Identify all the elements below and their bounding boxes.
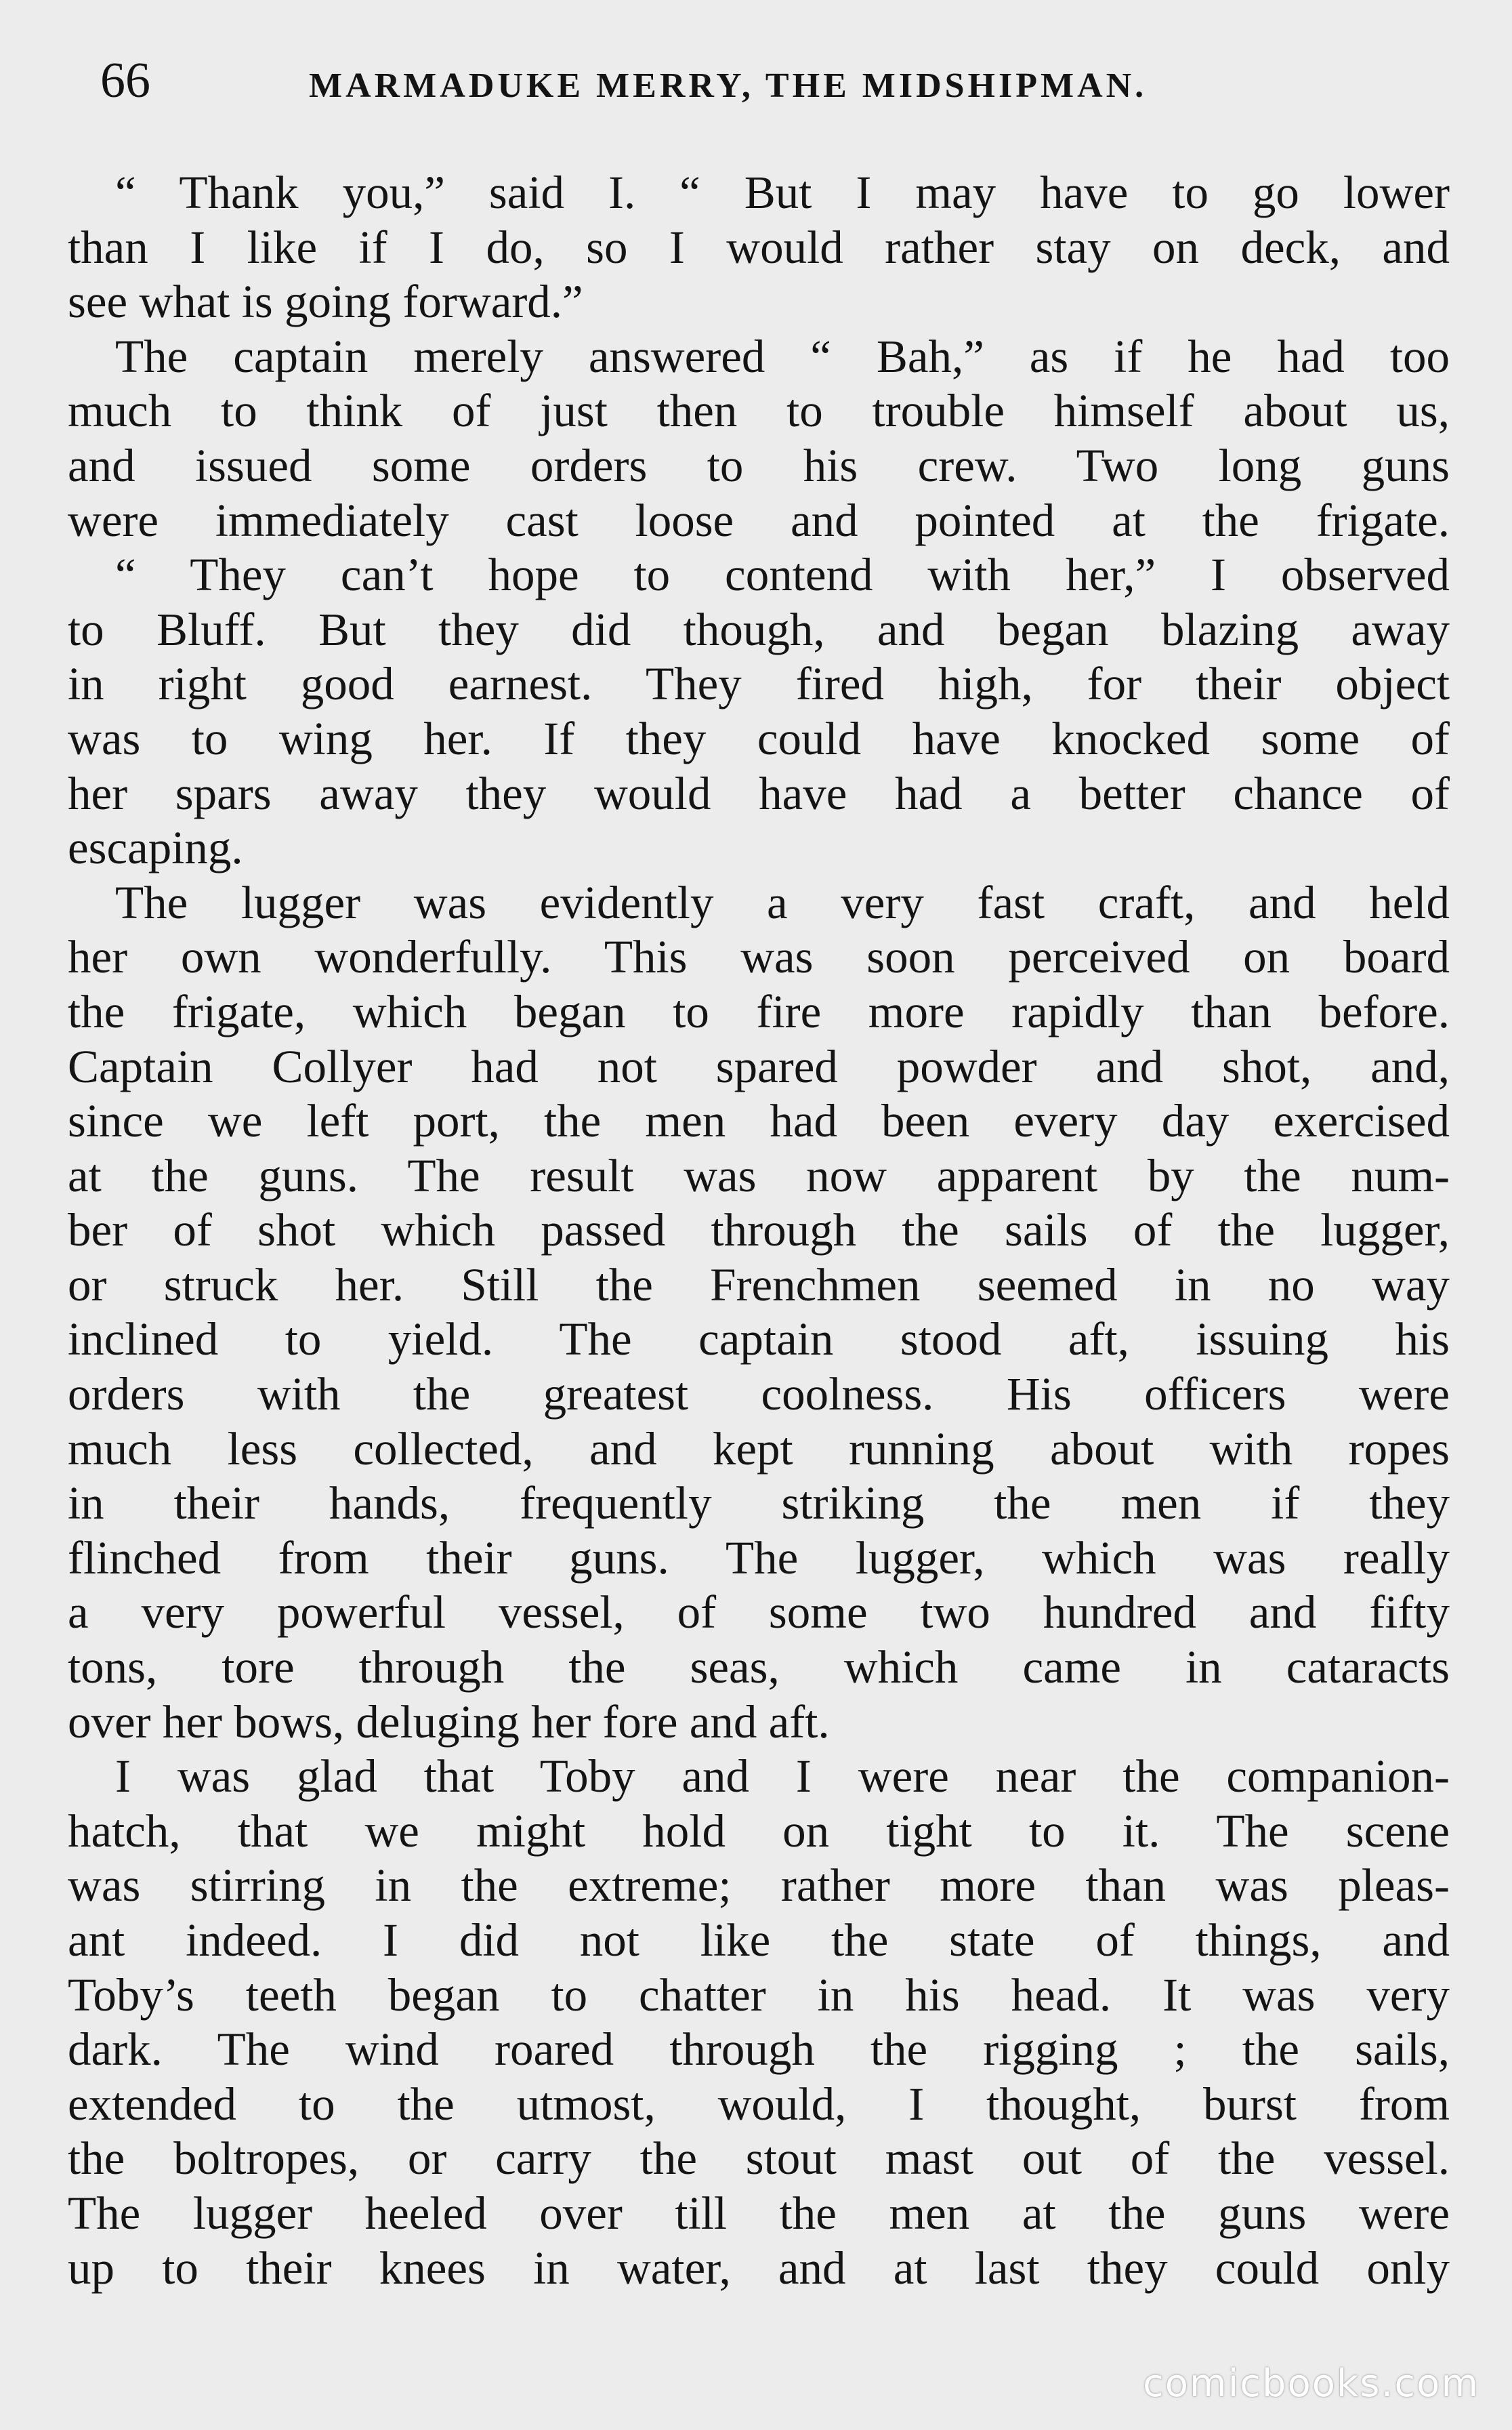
text-line: over her bows, deluging her fore and aft. (68, 1695, 830, 1748)
text-line: a very powerful vessel, of some two hundred and fifty (68, 1586, 1450, 1639)
text-line: see what is going forward.” (68, 276, 583, 328)
page-header (100, 43, 1448, 118)
text-line: Toby’s teeth began to chatter in his head. It was very (68, 1969, 1450, 2021)
text-line: her spars away they would have had a better chance of (68, 767, 1450, 819)
text-line: extended to the utmost, would, I thought, burst from (68, 2078, 1450, 2130)
text-line: ber of shot which passed through the sails of the lugger, (68, 1204, 1450, 1256)
text-line: orders with the greatest coolness. His officers were (68, 1368, 1450, 1420)
page-number: 66 (100, 53, 150, 108)
text-line: was stirring in the extreme; rather more than was pleas- (68, 1859, 1450, 1912)
running-title: MARMADUKE MERRY, THE MIDSHIPMAN. (309, 66, 1148, 105)
text-line: than I like if I do, so I would rather stay on deck, and (68, 221, 1450, 273)
text-line: The captain merely answered “ Bah,” as if he had too (115, 330, 1450, 382)
text-line: the frigate, which began to fire more rapidly than before. (68, 985, 1450, 1037)
text-line: and issued some orders to his crew. Two long guns (68, 439, 1450, 491)
text-line: ant indeed. I did not like the state of things, and (68, 1914, 1450, 1966)
text-line: her own wonderfully. This was soon perceived on board (68, 931, 1450, 983)
text-line: The lugger was evidently a very fast craft, and held (115, 876, 1450, 928)
text-line: to Bluff. But they did though, and began blazing away (68, 603, 1450, 655)
text-line: escaping. (68, 822, 243, 874)
text-line: or struck her. Still the Frenchmen seemed in no way (68, 1258, 1450, 1311)
text-line: Captain Collyer had not spared powder and shot, and, (68, 1040, 1450, 1092)
text-line: “ They can’t hope to contend with her,” I observed (115, 549, 1450, 601)
text-line: the boltropes, or carry the stout mast out of the vessel. (68, 2133, 1450, 2185)
watermark: comicbooks.com (1142, 2362, 1479, 2406)
text-line: was to wing her. If they could have knocked some of (68, 712, 1450, 764)
text-line: much less collected, and kept running about with ropes (68, 1422, 1450, 1475)
text-line: inclined to yield. The captain stood aft, issuing his (68, 1313, 1450, 1365)
text-line: at the guns. The result was now apparent by the num- (68, 1149, 1450, 1201)
text-line: hatch, that we might hold on tight to it. The scene (68, 1805, 1450, 1857)
text-line: The lugger heeled over till the men at the guns were (68, 2187, 1450, 2239)
text-line: up to their knees in water, and at last they could only (68, 2242, 1450, 2294)
text-line: I was glad that Toby and I were near the companion- (115, 1750, 1450, 1803)
text-line: “ Thank you,” said I. “ But I may have to go lower (115, 167, 1450, 218)
text-line: tons, tore through the seas, which came in cataracts (68, 1641, 1450, 1693)
text-line: dark. The wind roared through the rigging ; the sails, (68, 2023, 1450, 2076)
text-line: flinched from their guns. The lugger, which was really (68, 1531, 1450, 1584)
text-line: were immediately cast loose and pointed at the frigate. (68, 494, 1450, 546)
text-line: much to think of just then to trouble himself about us, (68, 385, 1450, 437)
text-line: in right good earnest. They fired high, for their object (68, 658, 1450, 710)
text-line: since we left port, the men had been every day exercised (68, 1095, 1450, 1147)
body-text (68, 165, 1450, 2295)
text-line: in their hands, frequently striking the men if they (68, 1477, 1450, 1529)
